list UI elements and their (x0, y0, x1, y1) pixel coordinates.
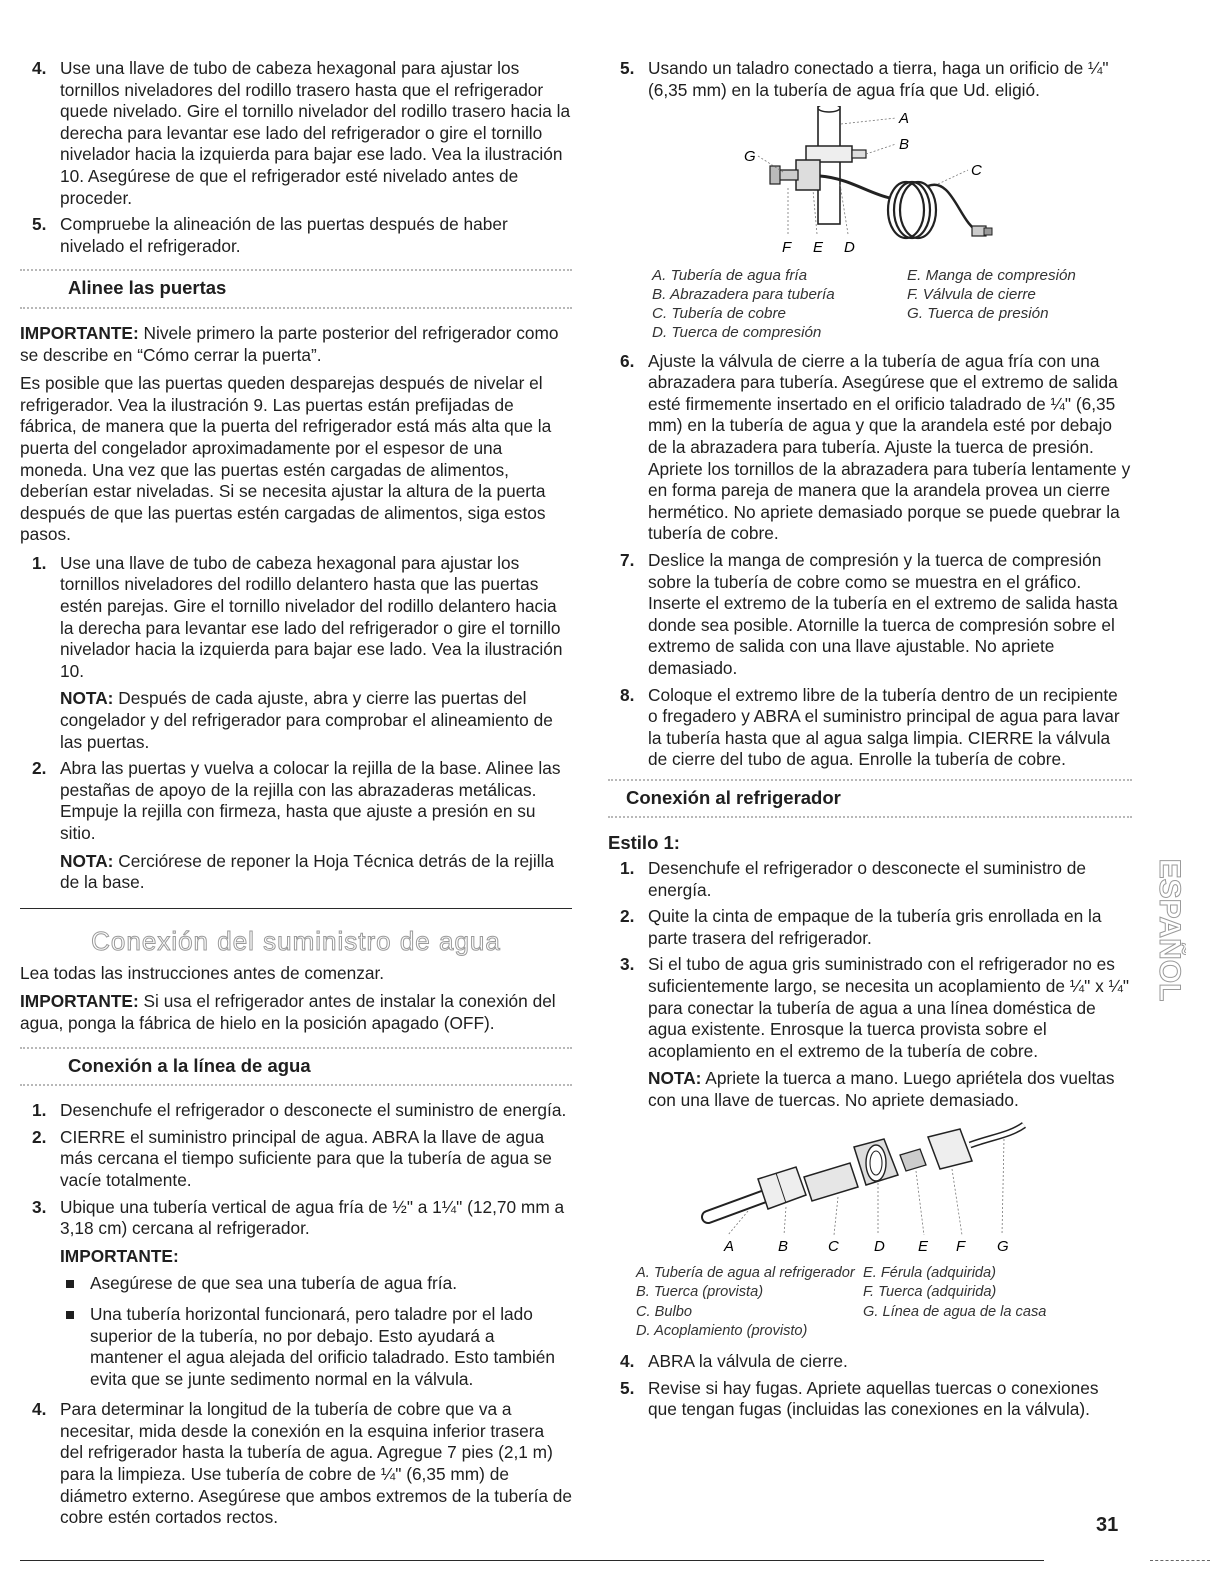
list-item: 2. CIERRE el suministro principal de agua. ABRA la llave de agua más cercana el tiempo suficiente para que la tubería de agua se vacíe totalmente. (32, 1126, 552, 1190)
important-label: IMPORTANTE: (60, 1245, 179, 1266)
list-item: 5. Compruebe la alineación de las puertas después de haber nivelado el refrigerador. (32, 214, 508, 256)
figure-captions (608, 266, 1132, 343)
caption: A. Tubería de agua fría (652, 266, 808, 284)
figure-letter: C (828, 1237, 839, 1255)
caption: E. Férula (adquirida) (863, 1265, 997, 1282)
shutoff-valve-figure (608, 106, 1132, 342)
figure-letter: E (813, 239, 824, 257)
caption: B. Abrazadera para tubería (652, 285, 835, 303)
list-item: 2. Abra las puertas y vuelva a colocar la rejilla de la base. Alinee las pestañas de apoyo de la rejilla con las abrazaderas metálicas. Empuje la rejilla con firmeza, hasta que ajuste a presión en su sitio. NOTA: Cerciórese de reponer la Hoja Técnica detrás de la rejilla de la base. (20, 758, 572, 894)
caption: F. Válvula de cierre (907, 285, 1036, 303)
align-doors-heading: Alinee las puertas (20, 269, 572, 309)
water-line-steps (20, 1100, 572, 1529)
language-label: ESPAÑOL (1153, 858, 1186, 1002)
align-steps (20, 553, 572, 894)
align-paragraph: Es posible que las puertas queden desparejas después de nivelar el refrigerador. Vea la ilustración 9. Las puertas están prefijadas de fábrica, de manera que la puerta del refrigerador está más alta que la puerta del congelador aproximadamente por el espesor de una moneda. Una vez que las puertas estén cargadas de alimentos, deberían estar niveladas. Si se necesita ajustar la altura de la puerta después de que las puertas estén cargadas de alimentos, siga estos pasos. (20, 373, 552, 545)
caption: B. Tuerca (provista) (636, 1284, 764, 1301)
list-item: 5. Revise si hay fugas. Apriete aquellas tuercas o conexiones que tengan fugas (incluidas las conexiones en la válvula). (620, 1377, 1099, 1420)
list-item: 8. Coloque el extremo libre de la tubería dentro de un recipiente o fregadero y ABRA el suministro principal de agua para lavar la tubería hasta que al agua salga limpia. CIERRE la válvula de cierre del tubo de agua. Enrolle la tubería de cobre. (620, 684, 1120, 770)
bullet-list (60, 1273, 572, 1390)
bullet-item: Una tubería horizontal funcionará, pero taladre por el lado superior de la tubería, no por debajo. Esto ayudará a mantener el agua alejada del orificio taladrado. Esto también evita que se junte sedimento normal en la válvula. (60, 1304, 572, 1390)
figure-letter: E (918, 1237, 929, 1255)
water-line-heading: Conexión a la línea de agua (20, 1047, 572, 1087)
figure-letter: F (956, 1237, 966, 1255)
coupling-illustration (608, 1117, 1132, 1257)
left-column (20, 58, 572, 1534)
style-heading: Estilo 1: (608, 832, 680, 854)
note: NOTA: Cerciórese de reponer la Hoja Técnica detrás de la rejilla de la base. (60, 850, 555, 893)
note: NOTA: Apriete la tuerca a mano. Luego apriételа dos vueltas con una llave de tuercas. No apriete demasiado. (648, 1068, 1115, 1110)
caption: E. Manga de compresión (907, 266, 1076, 284)
caption: D. Acoplamiento (provisto) (636, 1322, 808, 1339)
list-item: 7. Deslice la manga de compresión y la tuerca de compresión sobre la tubería de cobre como se muestra en el gráfico. Inserte el extremo de la tubería en el extremo de salida hasta donde sea posible. Atornille la tuerca de compresión sobre el extremo de salida con una llave ajustable. No apriete demasiado. (620, 549, 1118, 678)
figure-letter: F (782, 239, 792, 257)
figure-letter: A (899, 110, 910, 128)
list-item: 6. Ajuste la válvula de cierre a la tubería de agua fría con una abrazadera para tubería. Asegúrese que el extremo de salida esté firmemente insertado en el orificio taladrado de ¼" (6,35 mm) en la tubería de agua y que la arandela esté por debajo de la abrazadera para tubería. Ajuste la tuerca de presión. Apriete los tornillos de la abrazadera para tubería lentamente y en forma pareja de manera que la arandela provea un cierre hermético. No apriete demasiado porque se puede quebrar la tubería de cobre. (620, 350, 1131, 544)
caption: G. Tuerca de presión (907, 305, 1049, 323)
note: NOTA: Después de cada ajuste, abra y cierre las puertas del congelador y del refrigerador para comprobar el alineamiento de las puertas. (60, 688, 553, 752)
fridge-connection-heading: Conexión al refrigerador (608, 779, 1132, 819)
list-item: 1. Desenchufe el refrigerador o desconecte el suministro de energía. (620, 858, 1087, 900)
figure-captions (608, 1264, 1132, 1341)
drill-step (608, 58, 1132, 101)
figure-letter: B (899, 136, 910, 154)
list-item: 4. Use una llave de tubo de cabeza hexagonal para ajustar los tornillos niveladores del rodillo trasero hasta que el refrigerador quede nivelado. Gire el tornillo nivelador del rodillo trasero hacia la derecha para levantar ese lado del refrigerador o gire el tornillo nivelador hacia la izquierda para bajar ese lado. Vea la ilustración 10. Asegúrese de que el refrigerador esté nivelado antes de proceder. (32, 58, 571, 208)
caption: C. Tubería de cobre (652, 305, 786, 323)
figure-letter: G (997, 1237, 1009, 1255)
list-item: 5. Usando un taladro conectado a tierra, haga un orificio de ¼" (6,35 mm) en la tubería de agua fría que Ud. eligió. (620, 58, 1109, 100)
caption: G. Línea de agua de la casa (863, 1303, 1047, 1320)
read-all-text: Lea todas las instrucciones antes de comenzar. (20, 962, 385, 983)
footer-rule (20, 1560, 1044, 1561)
list-item: 3. Si el tubo de agua gris suministrado con el refrigerador no es suficientemente largo, se necesita un acoplamiento de ¼" x ¼" para conectar la tubería de agua a una línea doméstica de agua existente. Enrosque la tuerca provista sobre el acoplamiento en el extremo de la tubería de cobre. NOTA: Apriete la tuerca a mano. Luego apriételа dos vueltas con una llave de tuercas. No apriete demasiado. (608, 954, 1132, 1111)
bullet-item: Asegúrese de que sea una tubería de agua fría. (60, 1273, 572, 1295)
caption: A. Tubería de agua al refrigerador (636, 1265, 855, 1282)
list-item: 2. Quite la cinta de empaque de la tubería gris enrollada en la parte trasera del refrigerador. (620, 906, 1102, 948)
shutoff-valve-illustration (608, 106, 1132, 256)
figure-letter: D (874, 1237, 885, 1255)
fridge-steps (608, 858, 1132, 1112)
coupling-figure (608, 1117, 1132, 1341)
language-side-tab (1150, 815, 1186, 1045)
page-number: 31 (1096, 1514, 1119, 1536)
list-item: 3. Ubique una tubería vertical de agua fría de ½" a 1¼" (12,70 mm a 3,18 cm) cercana al refrigerador. IMPORTANTE: Asegúrese de que sea una tubería de agua fría. Una tubería horizontal funcionará, pero taladre por el lado superior de la tubería, no por debajo. Esto ayudará a mantener el agua alejada del orificio taladrado. Esto también evita que se junte sedimento normal en la válvula. (20, 1197, 572, 1391)
list-item: 4. Para determinar la longitud de la tubería de cobre que va a necesitar, mida desde la conexión en la esquina inferior trasera del refrigerador hasta la tubería de agua. Agregue 7 pies (2,1 m) para la limpieza. Use tubería de cobre de ¼" (6,35 mm) de diámetro externo. Asegúrese que ambos extremos de la tubería de cobre estén cortados rectos. (32, 1399, 573, 1528)
figure-letter: D (844, 239, 855, 257)
footer-dash (1150, 1560, 1210, 1561)
final-steps (608, 1351, 1132, 1421)
list-item: 1. Desenchufe el refrigerador o desconecte el suministro de energía. (32, 1100, 567, 1121)
align-important: IMPORTANTE: Nivele primero la parte posterior del refrigerador como se describe en “Cómo cerrar la puerta”. (20, 322, 559, 365)
water-important: IMPORTANTE: Si usa el refrigerador antes de instalar la conexión del agua, ponga la fábrica de hielo en la posición apagado (OFF). (20, 991, 556, 1033)
section-title: Conexión del suministro de agua (20, 908, 572, 957)
figure-letter: G (744, 148, 756, 166)
caption: F. Tuerca (adquirida) (863, 1284, 997, 1301)
caption: D. Tuerca de compresión (652, 324, 822, 342)
figure-letter: B (778, 1237, 789, 1255)
leveling-steps (20, 58, 572, 257)
right-column (608, 58, 1132, 1426)
figure-letter: C (971, 162, 982, 180)
figure-letter: A (724, 1237, 735, 1255)
list-item: 1. Use una llave de tubo de cabeza hexagonal para ajustar los tornillos niveladores del rodillo delantero hasta que las puertas estén parejas. Gire el tornillo nivelador del rodillo delantero hacia la derecha para levantar ese lado del refrigerador o gire el tornillo nivelador hacia la izquierda para bajar ese lado. Vea la ilustración 10. NOTA: Después de cada ajuste, abra y cierre las puertas del congelador y del refrigerador para comprobar el alineamiento de las puertas. (20, 553, 572, 753)
list-item: 4. ABRA la válvula de cierre. (620, 1351, 848, 1371)
caption: C. Bulbo (636, 1303, 692, 1320)
valve-steps (608, 351, 1132, 771)
